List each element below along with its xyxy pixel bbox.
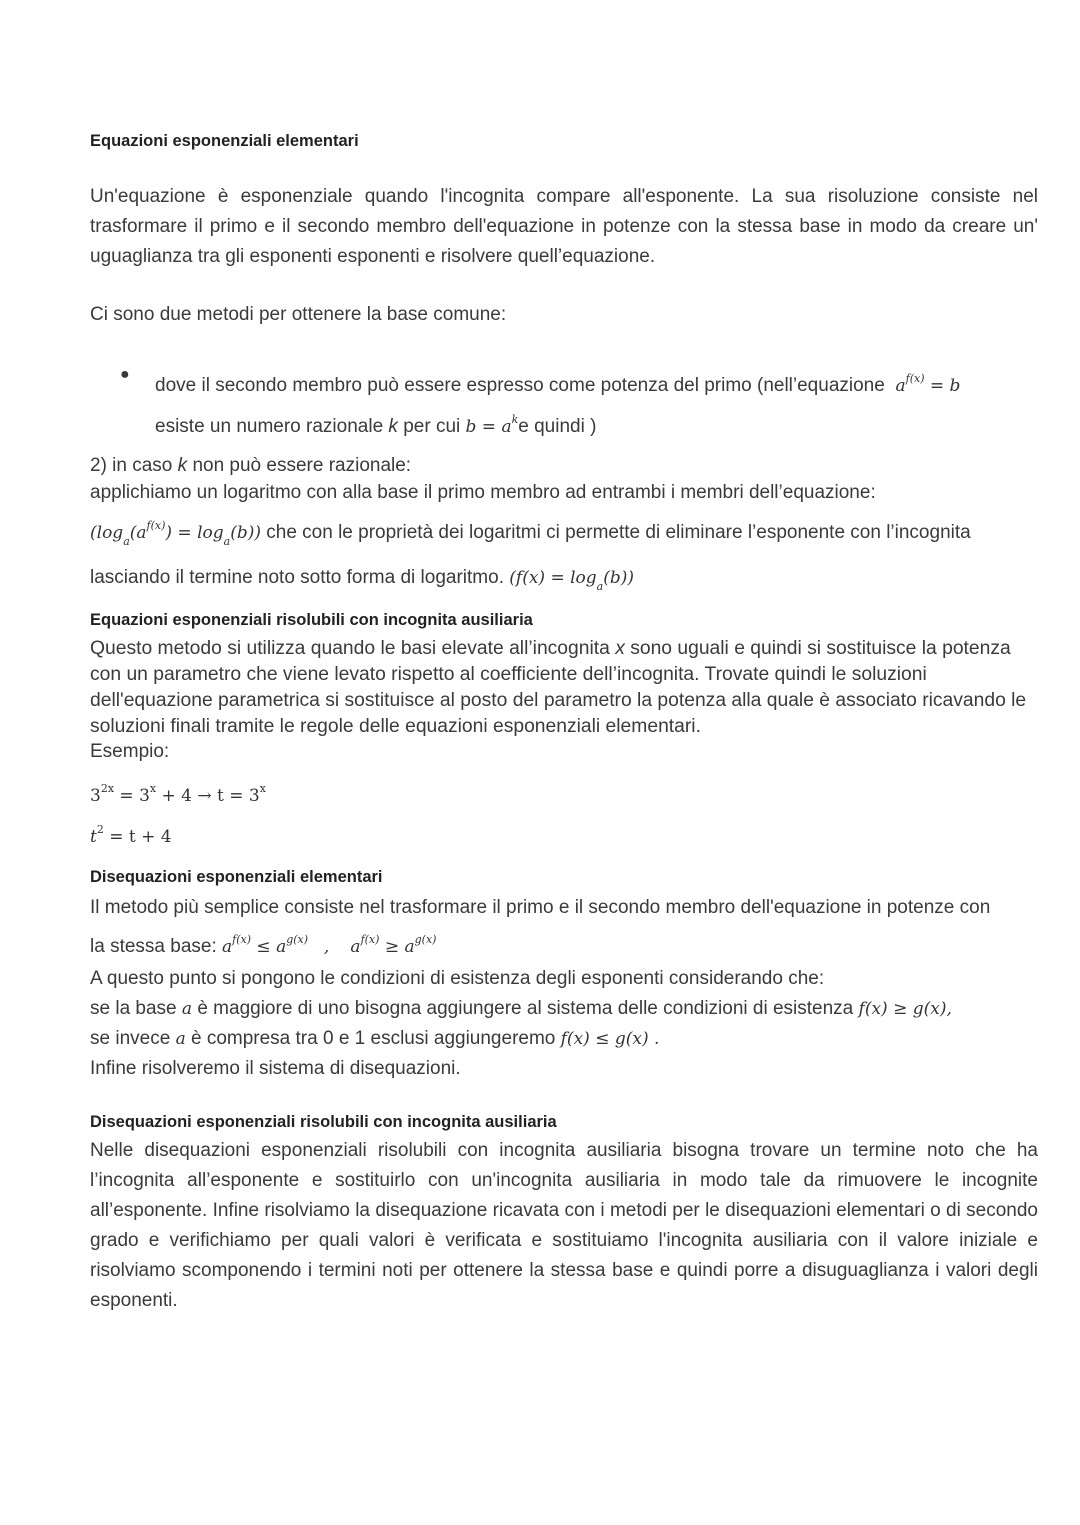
text: e quindi ) (518, 416, 597, 437)
var-k: k (388, 416, 398, 437)
heading-equazioni-ausiliaria: Equazioni esponenziali risolubili con incognita ausiliaria (90, 611, 533, 629)
method-2: 2) in caso k non può essere razionale: applichiamo un logaritmo con alla base il primo membro ad entrambi i membri dell’equazione: (90, 455, 876, 503)
bullet-icon: ● (120, 366, 130, 383)
heading-equazioni-elementari: Equazioni esponenziali elementari (90, 132, 359, 150)
heading-disequazioni-elementari: Disequazioni esponenziali elementari (90, 868, 383, 886)
text-line: Il metodo più semplice consiste nel trasformare il primo e il secondo membro dell'equazione in potenze con (90, 897, 991, 918)
example-line-1: $3^{2x} = 3^x + 4 \to t = 3^x$ (90, 782, 266, 806)
heading-disequazioni-ausiliaria: Disequazioni esponenziali risolubili con incognita ausiliaria (90, 1113, 557, 1131)
example-equations (90, 772, 1038, 854)
ausiliaria-paragraph: Questo metodo si utilizza quando le basi elevate all’incognita x sono uguali e quindi si sostituisce la potenza con un parametro che viene levato rispetto al coefficiente dell’incognita. Trovate quindi le soluzioni dell'equazione parametrica si sostituisce al posto del parametro la potenza alla quale è associato ricavando le soluzioni finali tramite le regole delle equazioni esponenziali elementari. (90, 638, 1027, 737)
log-formula: $(\log_a(a^{f(x)}) = \log_a(b))$ (90, 519, 261, 548)
text-line: A questo punto si pongono le condizioni di esistenza degli esponenti considerando che: (90, 968, 825, 989)
disequazioni-paragraph (90, 893, 1038, 1084)
math: $a^{f(x)} = b$ (895, 372, 961, 396)
text: dove il secondo membro può essere espresso come potenza del primo (nell’equazione (155, 375, 885, 396)
example-label: Esempio: (90, 741, 170, 762)
text: esiste un numero razionale (155, 416, 384, 437)
text: per cui (403, 416, 461, 437)
math: $b = a^k$ (465, 413, 519, 437)
disequazioni-ausiliaria-paragraph: Nelle disequazioni esponenziali risolubili con incognita ausiliaria bisogna trovare un termine noto che ha l’incognita all’esponente e sostituirlo con un'incognita ausiliaria in modo tale da rimuovere le incognite all’esponente. Infine risolviamo la disequazione ricavata con i metodi per le disequazioni elementari o di secondo grado e verifichiamo per quali valori è verificata e sostituiamo l'incognita ausiliaria con il valore iniziale e risolviamo scomponendo i termini noti per ottenere la stessa base e quindi porre a disuguaglianza i valori degli esponenti. (90, 1140, 1038, 1311)
text-line: Infine risolveremo il sistema di disequazioni. (90, 1058, 461, 1079)
method-2-formula: $(\log_a(a^{f(x)}) = \log_a(b))$ che con le proprietà dei logaritmi ci permette di eliminare l’esponente con l’incognita lasciando il termine noto sotto forma di logaritmo. $(f(x) = \log_a(b))$ (90, 519, 971, 593)
text-line: se invece a è compresa tra 0 e 1 esclusi aggiungeremo f(x) ≤ g(x) . (90, 1028, 660, 1049)
bullet-item-method-1 (155, 362, 1035, 444)
intro-paragraph: Un'equazione è esponenziale quando l'incognita compare all'esponente. La sua risoluzione consiste nel trasformare il primo e il secondo membro dell'equazione in potenze con la stessa base in modo da creare un' uguaglianza tra gli esponenti esponenti e risolvere quell’equazione. (90, 186, 1038, 267)
example-line-2: $t^2 = t + 4$ (90, 823, 172, 847)
text-line: la stessa base: $a^{f(x)} \le a^{g(x)}$ , $a^{f(x)} \ge a^{g(x)}$ (90, 933, 437, 957)
log-result: $(f(x) = \log_a(b))$ (509, 568, 634, 593)
methods-intro: Ci sono due metodi per ottenere la base comune: (90, 304, 507, 325)
text-line: se la base a è maggiore di uno bisogna aggiungere al sistema delle condizioni di esistenza f(x) ≥ g(x), (90, 998, 952, 1019)
